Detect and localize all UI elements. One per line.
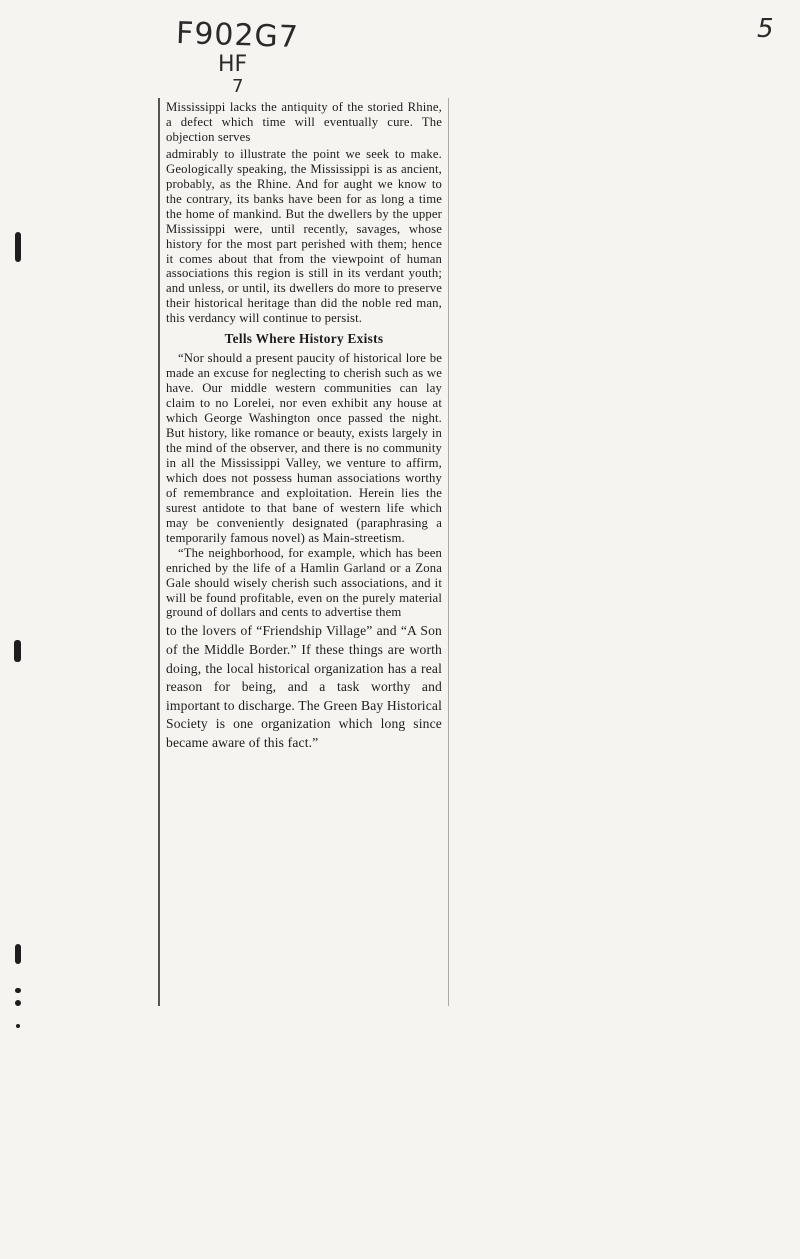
page-number: 5: [757, 14, 774, 44]
body-paragraph-2: “Nor should a present paucity of historical lore be made an excuse for neglecting to cherish such as we have. Our middle western communities can lay claim to no Lorelei, nor even exhibit any house at which George Washington once passed the night. But history, like romance or beauty, exists largely in the mind of the observer, and there is no community in all the Mississippi Valley, we venture to affirm, which does not possess human associations worthy of remembrance and exploitation. Herein lies the surest antidote to that bane of western life which may be conveniently designated (paraphrasing a temporarily famous novel) as Main-streetism.: [166, 351, 442, 545]
catalog-number-annotation: F902G7: [175, 15, 300, 56]
article-subheading: Tells Where History Exists: [224, 331, 384, 347]
sub-mark-number-annotation: 7: [232, 76, 244, 97]
binding-hole-mark: [15, 1000, 21, 1006]
binding-hole-mark: [15, 944, 21, 964]
body-paragraph-3: “The neighborhood, for example, which has been enriched by the life of a Hamlin Garland or a Zona Gale should wisely cherish such associations, and it will be found profitable, even on the purely material ground of dollars and cents to advertise them: [166, 545, 442, 620]
body-paragraph-1: admirably to illustrate the point we seek to make. Geologically speaking, the Mississippi is as ancient, probably, as the Rhine. And for aught we know to the contrary, its banks have been for as long a time the home of mankind. But the dwellers by the upper Mississippi were, until recently, savages, whose history for the most part perished with them; hence it comes about that from the viewpoint of human associations this region is still in its verdant youth; and unless, or until, its dwellers do more to preserve their historical heritage than did the noble red man, this verdancy will continue to persist.: [166, 146, 442, 326]
binding-hole-mark: [14, 640, 21, 662]
sub-mark-annotation: HF: [218, 52, 248, 77]
binding-hole-mark: [15, 988, 21, 993]
body-paragraph-3-continued: to the lovers of “Friendship Village” and “A Son of the Middle Border.” If these things are worth doing, the local historical organization has a real reason for being, and a task worthy and important to discharge. The Green Bay Historical Society is one organization which long since became aware of this fact.”: [166, 623, 442, 750]
binding-hole-mark: [15, 232, 21, 262]
intro-paragraph: Mississippi lacks the antiquity of the storied Rhine, a defect which time will eventually cure. The objection serves: [166, 100, 442, 144]
newspaper-column: [166, 100, 442, 753]
binding-hole-mark: [16, 1024, 20, 1028]
